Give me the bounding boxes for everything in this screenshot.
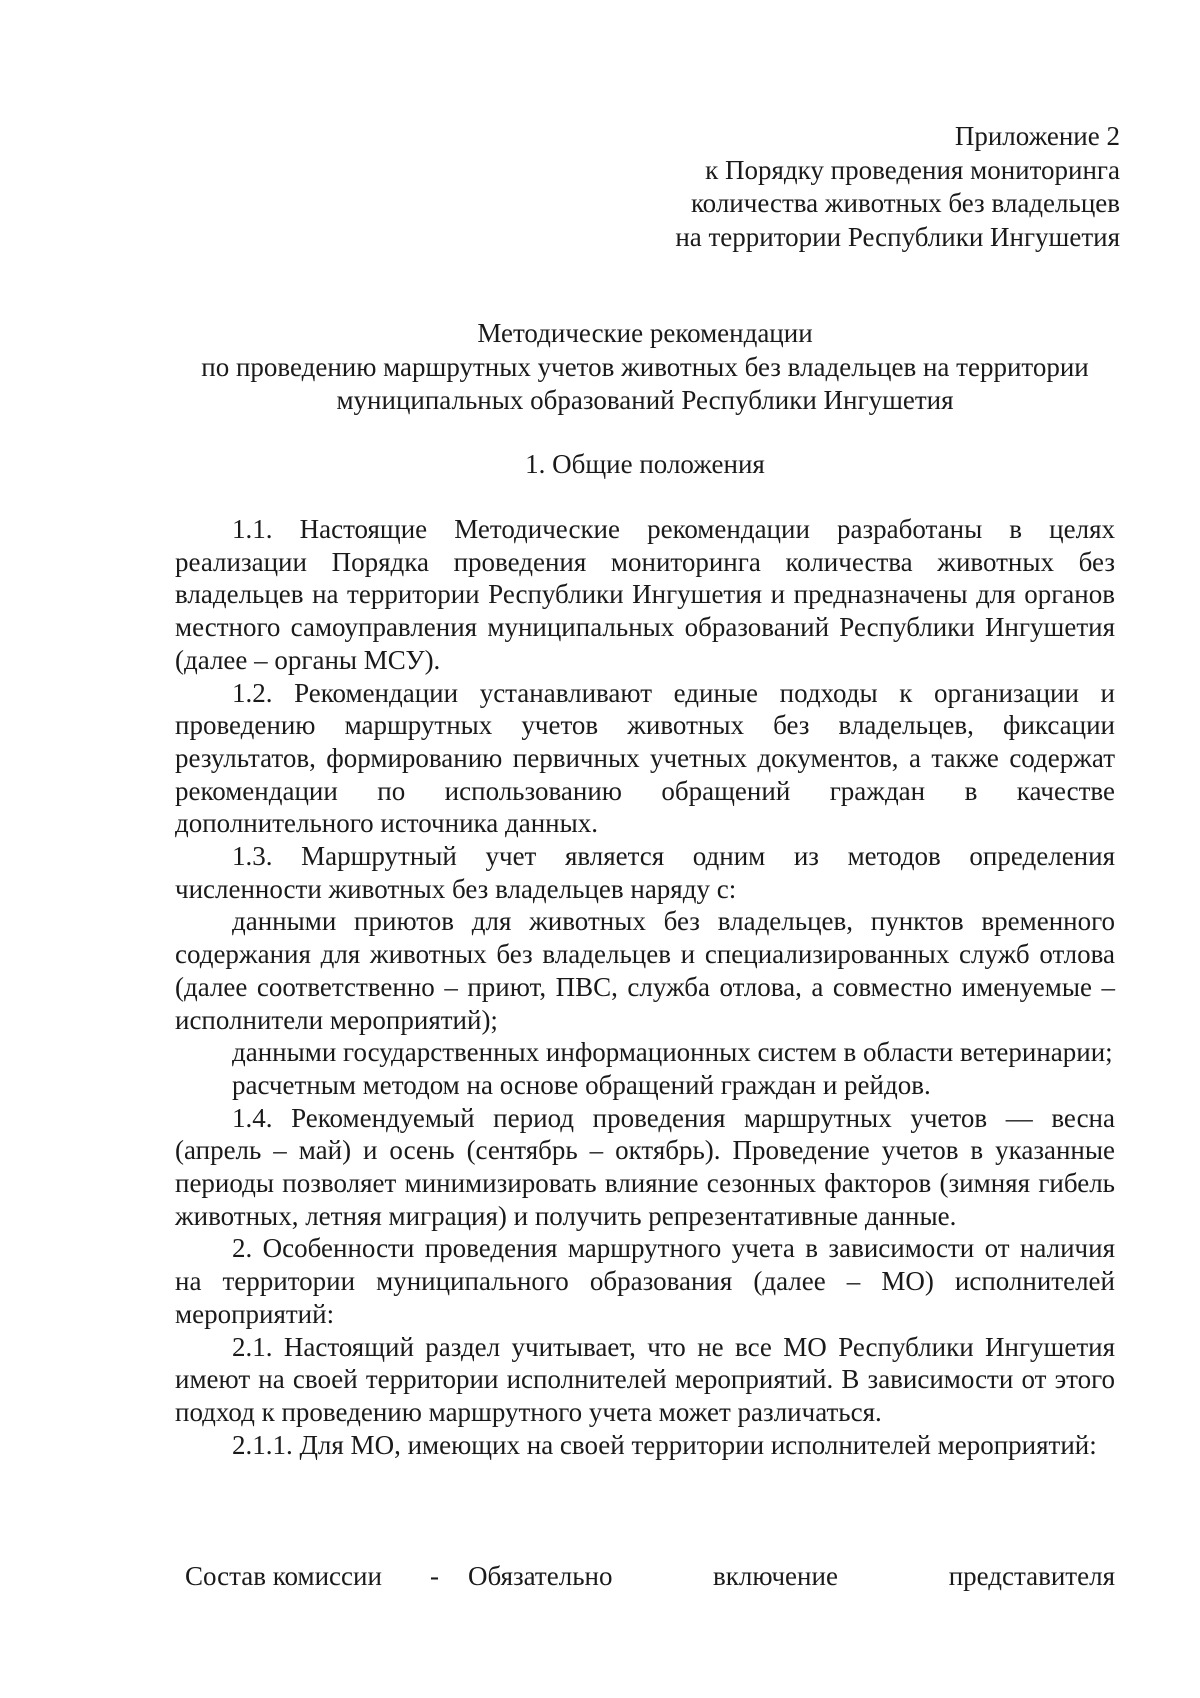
paragraph: 1.4. Рекомендуемый период проведения маршрутных учетов — весна (апрель – май) и осень (сентябрь – октябрь). Проведение учетов в указанные периоды позволяет минимизировать влияние сезонных факторов (зимняя гибель животных, летняя миграция) и получить репрезентативные данные. xyxy=(175,1102,1115,1231)
appendix-line: на территории Республики Ингушетия xyxy=(675,221,1120,252)
table-cell-label: Состав комиссии xyxy=(185,1561,382,1591)
table-cell-text: Обязательно xyxy=(468,1561,613,1591)
table-cell-text: представителя xyxy=(948,1561,1115,1591)
paragraph: расчетным методом на основе обращений граждан и рейдов. xyxy=(232,1069,931,1100)
appendix-line: количества животных без владельцев xyxy=(690,188,1120,218)
title-line: по проведению маршрутных учетов животных без владельцев на территории xyxy=(201,351,1089,382)
document-body xyxy=(175,513,1115,1461)
table-cell-dash: - xyxy=(430,1561,439,1591)
paragraph: 1.1. Настоящие Методические рекомендации разработаны в целях реализации Порядка проведения мониторинга количества животных без владельцев на территории Республики Ингушетия и предназначены для органов местного самоуправления муниципальных образований Республики Ингушетия (далее – органы МСУ). xyxy=(175,514,1115,675)
title-line: муниципальных образований Республики Ингушетия xyxy=(336,385,954,415)
appendix-line: Приложение 2 xyxy=(954,121,1120,151)
paragraph: 1.3. Маршрутный учет является одним из методов определения численности животных без владельцев наряду с: xyxy=(175,841,1115,904)
commission-table-row xyxy=(185,1559,1115,1593)
document-title xyxy=(175,317,1115,418)
paragraph: 2.1.1. Для МО, имеющих на своей территории исполнителей мероприятий: xyxy=(232,1429,1097,1460)
paragraph: 2.1. Настоящий раздел учитывает, что не все МО Республики Ингушетия имеют на своей территории исполнителей мероприятий. В зависимости от этого подход к проведению маршрутного учета может различаться. xyxy=(175,1331,1115,1427)
paragraph: 2. Особенности проведения маршрутного учета в зависимости от наличия на территории муниципального образования (далее – МО) исполнителей мероприятий: xyxy=(175,1233,1115,1329)
appendix-header xyxy=(675,120,1120,254)
table-cell-text: включение xyxy=(713,1561,838,1591)
title-line: Методические рекомендации xyxy=(477,318,813,348)
appendix-line: к Порядку проведения мониторинга xyxy=(705,154,1120,185)
section-heading: 1. Общие положения xyxy=(525,449,765,479)
paragraph: 1.2. Рекомендации устанавливают единые подходы к организации и проведению маршрутных учетов животных без владельцев, фиксации результатов, формированию первичных учетных документов, а также содержат рекомендации по использованию обращений граждан в качестве дополнительного источника данных. xyxy=(175,677,1115,839)
paragraph: данными приютов для животных без владельцев, пунктов временного содержания для животных без владельцев и специализированных служб отлова (далее соответственно – приют, ПВС, служба отлова, а совместно именуемые – исполнители мероприятий); xyxy=(175,906,1115,1035)
paragraph: данными государственных информационных систем в области ветеринарии; xyxy=(232,1037,1113,1068)
